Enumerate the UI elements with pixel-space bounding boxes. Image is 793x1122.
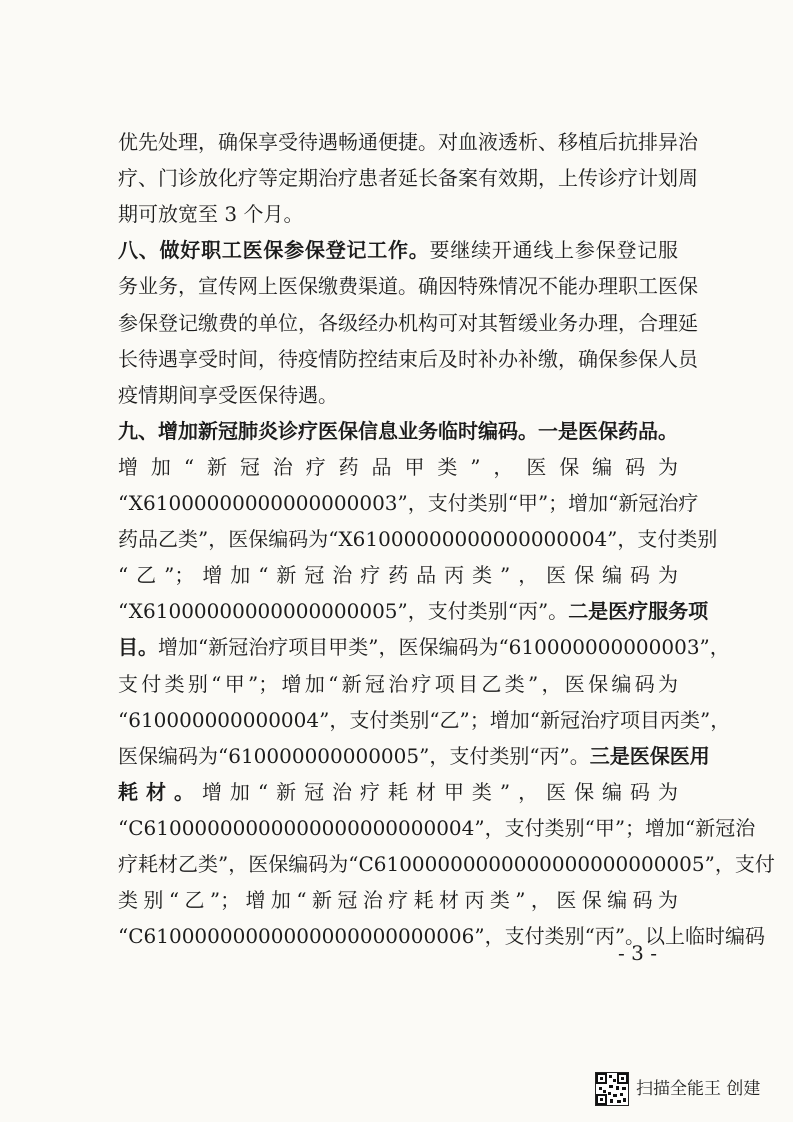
text-segment: 医保编码为“610000000000005”，支付类别“丙”。	[118, 744, 590, 768]
bold-text-segment: 目。	[118, 635, 158, 659]
text-segment: “X61000000000000000005”，支付类别“丙”。	[118, 599, 569, 623]
text-segment: “乙”；增加“新冠治疗药品丙类”，医保编码为	[118, 563, 678, 587]
text-segment: 疗耗材乙类”，医保编码为“C61000000000000000000000005”，支付	[118, 852, 775, 876]
text-segment: 要继续开通线上参保登记服	[429, 238, 679, 262]
text-line	[118, 738, 710, 774]
bold-text-segment: 八、做好职工医保参保登记工作。	[118, 238, 430, 262]
text-line	[118, 449, 678, 485]
text-line	[118, 629, 730, 665]
scanner-brand-label: 扫描全能王 创建	[636, 1079, 761, 1099]
text-line	[118, 810, 756, 846]
text-segment: “610000000000004”，支付类别“乙”；增加“新冠治疗项目丙类”，	[118, 708, 731, 732]
text-line	[118, 774, 678, 810]
text-line	[118, 521, 718, 557]
text-line	[118, 232, 678, 268]
text-line	[118, 377, 678, 413]
text-segment: 疫情期间享受医保待遇。	[118, 383, 338, 407]
text-segment: 增加“新冠治疗项目甲类”，医保编码为“610000000000003”，	[158, 635, 730, 659]
text-line	[118, 160, 698, 196]
text-segment: 务业务，宣传网上医保缴费渠道。确因特殊情况不能办理职工医保	[118, 274, 698, 298]
text-segment: 药品乙类”，医保编码为“X61000000000000000004”，支付类别	[118, 527, 718, 551]
text-line	[118, 268, 698, 304]
text-segment: 支付类别“甲”；增加“新冠治疗项目乙类”，医保编码为	[118, 672, 678, 696]
text-segment: 期可放宽至 3 个月。	[118, 202, 304, 226]
text-line	[118, 666, 678, 702]
text-line	[118, 882, 678, 918]
text-segment: 增加“新冠治疗耗材甲类”，医保编码为	[201, 780, 679, 804]
text-line	[118, 341, 698, 377]
text-segment: 增加“新冠治疗药品甲类”，医保编码为	[118, 455, 678, 479]
bold-text-segment: 二是医疗服务项	[568, 599, 709, 623]
text-segment: “C61000000000000000000000004”，支付类别“甲”；增加“新冠治	[118, 816, 756, 840]
text-segment: 优先处理，确保享受待遇畅通便捷。对血液透析、移植后抗排异治	[118, 130, 698, 154]
text-line	[118, 702, 731, 738]
text-line	[118, 485, 699, 521]
text-line	[118, 557, 678, 593]
text-segment: “X61000000000000000003”，支付类别“甲”；增加“新冠治疗	[118, 491, 699, 515]
text-segment: 长待遇享受时间，待疫情防控结束后及时补办补缴，确保参保人员	[118, 347, 698, 371]
text-line	[118, 413, 678, 449]
text-segment: 疗、门诊放化疗等定期治疗患者延长备案有效期，上传诊疗计划周	[118, 166, 698, 190]
bold-text-segment: 耗材。	[118, 780, 202, 804]
text-line	[118, 846, 775, 882]
text-line	[118, 918, 766, 954]
bold-text-segment: 九、增加新冠肺炎诊疗医保信息业务临时编码。一是医保药品。	[118, 419, 678, 443]
page-number: - 3 -	[618, 941, 657, 965]
text-line	[118, 593, 709, 629]
text-line	[118, 305, 698, 341]
bold-text-segment: 三是医保医用	[589, 744, 710, 768]
text-segment: 类别“乙”；增加“新冠治疗耗材丙类”，医保编码为	[118, 888, 678, 912]
text-line	[118, 196, 678, 232]
text-segment: “C61000000000000000000000006”，支付类别“丙”。以上临时编码	[118, 924, 766, 948]
text-segment: 参保登记缴费的单位，各级经办机构可对其暂缓业务办理，合理延	[118, 311, 698, 335]
qr-code-icon	[595, 1072, 629, 1106]
text-line	[118, 124, 698, 160]
